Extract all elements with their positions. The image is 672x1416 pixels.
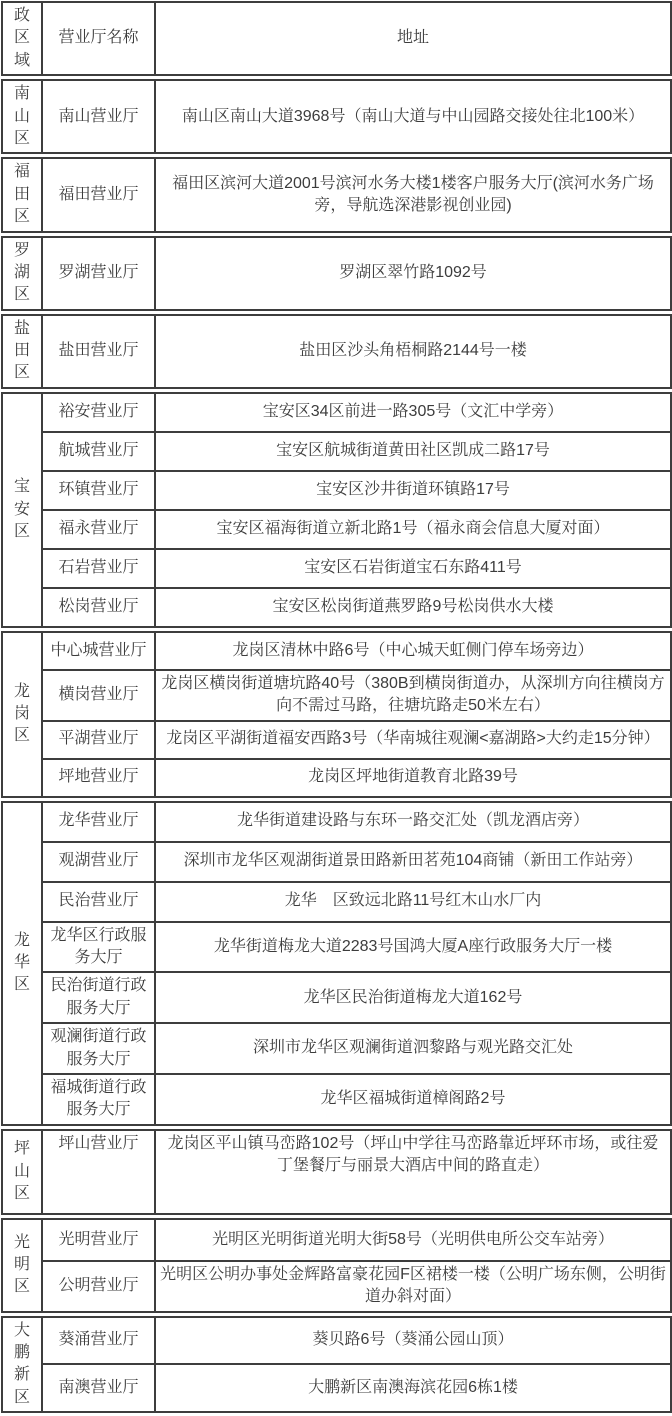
table-row: [2, 237, 671, 310]
hall-name-cell: 福永营业厅: [42, 510, 155, 549]
table-row: [2, 1364, 671, 1412]
district-table: [1, 79, 672, 154]
hall-name-cell: 平湖营业厅: [42, 721, 155, 759]
district-table: [1, 314, 672, 389]
district-cell: 大鹏新区: [2, 1317, 42, 1413]
table-row: [2, 1074, 671, 1125]
district-cell: 宝安区: [2, 393, 42, 627]
hall-name-cell: 石岩营业厅: [42, 549, 155, 588]
address-cell: 宝安区航城街道黄田社区凯成二路17号: [155, 432, 671, 471]
table-row: [2, 80, 671, 153]
district-cell: 盐田区: [2, 315, 42, 388]
hall-name-cell: 龙华区行政服务大厅: [42, 922, 155, 973]
table-row: [2, 510, 671, 549]
table-row: [2, 588, 671, 627]
address-cell: 南山区南山大道3968号（南山大道与中山园路交接处往北100米）: [155, 80, 671, 153]
hall-name-cell: 松岗营业厅: [42, 588, 155, 627]
district-cell: 龙华区: [2, 802, 42, 1125]
district-table: [1, 1129, 672, 1215]
table-row: [2, 759, 671, 797]
address-cell: 宝安区沙井街道环镇路17号: [155, 471, 671, 510]
hall-name-cell: 坪地营业厅: [42, 759, 155, 797]
table-row: [2, 471, 671, 510]
hall-name-cell: 观湖营业厅: [42, 842, 155, 882]
district-table: [1, 157, 672, 232]
district-table: [1, 392, 672, 628]
table-row: [2, 393, 671, 432]
table-row: [2, 632, 671, 670]
hall-name-cell: 航城营业厅: [42, 432, 155, 471]
address-cell: 龙华街道建设路与东环一路交汇处（凯龙酒店旁）: [155, 802, 671, 842]
table-row: [2, 549, 671, 588]
district-cell: 坪山区: [2, 1130, 42, 1214]
table-row: [2, 670, 671, 721]
hall-name-cell: 横岗营业厅: [42, 670, 155, 721]
table-row: [2, 432, 671, 471]
table-row: [2, 1317, 671, 1365]
table-row: [2, 158, 671, 231]
district-table: [1, 236, 672, 311]
hall-name-cell: 观澜街道行政服务大厅: [42, 1023, 155, 1074]
hall-name-cell: 公明营业厅: [42, 1261, 155, 1312]
address-cell: 深圳市龙华区观澜街道泗黎路与观光路交汇处: [155, 1023, 671, 1074]
address-cell: 宝安区福海街道立新北路1号（福永商会信息大厦对面）: [155, 510, 671, 549]
address-cell: 盐田区沙头角梧桐路2144号一楼: [155, 315, 671, 388]
address-cell: 龙华区福城街道樟阁路2号: [155, 1074, 671, 1125]
address-cell: 龙岗区横岗街道塘坑路40号（380B到横岗街道办，从深圳方向往横岗方向不需过马路，往塘坑路走50米左右）: [155, 670, 671, 721]
table-row: [2, 922, 671, 973]
header-row: [2, 2, 671, 75]
hall-name-cell: 环镇营业厅: [42, 471, 155, 510]
address-cell: 宝安区34区前进一路305号（文汇中学旁）: [155, 393, 671, 432]
address-cell: 龙岗区平湖街道福安西路3号（华南城往观澜<嘉湖路>大约走15分钟）: [155, 721, 671, 759]
hall-name-cell: 福城街道行政服务大厅: [42, 1074, 155, 1125]
table-row: [2, 315, 671, 388]
hall-name-cell: 坪山营业厅: [42, 1130, 155, 1214]
address-cell: 葵贝路6号（葵涌公园山顶）: [155, 1317, 671, 1365]
table-row: [2, 882, 671, 922]
district-table: [1, 1316, 672, 1414]
address-cell: 罗湖区翠竹路1092号: [155, 237, 671, 310]
table-row: [2, 802, 671, 842]
address-cell: 龙岗区平山镇马峦路102号（坪山中学往马峦路靠近坪环市场，或往爱丁堡餐厅与丽景大酒店中间的路直走）: [155, 1130, 671, 1214]
hall-name-cell: 南山营业厅: [42, 80, 155, 153]
address-cell: 光明区公明办事处金辉路富豪花园F区裙楼一楼（公明广场东侧，公明街道办斜对面）: [155, 1261, 671, 1312]
district-cell: 龙岗区: [2, 632, 42, 797]
header-address: 地址: [155, 2, 671, 75]
address-cell: 福田区滨河大道2001号滨河水务大楼1楼客户服务大厅(滨河水务广场旁，导航选深港影视创业园): [155, 158, 671, 231]
district-table: [1, 801, 672, 1126]
address-cell: 宝安区石岩街道宝石东路411号: [155, 549, 671, 588]
hall-name-cell: 盐田营业厅: [42, 315, 155, 388]
table-row: [2, 842, 671, 882]
address-cell: 龙岗区坪地街道教育北路39号: [155, 759, 671, 797]
table-row: [2, 1130, 671, 1214]
hall-name-cell: 裕安营业厅: [42, 393, 155, 432]
district-cell: 福田区: [2, 158, 42, 231]
table-row: [2, 1261, 671, 1312]
hall-name-cell: 民治营业厅: [42, 882, 155, 922]
address-cell: 龙华 区致远北路11号红木山水厂内: [155, 882, 671, 922]
address-cell: 龙岗区清林中路6号（中心城天虹侧门停车场旁边）: [155, 632, 671, 670]
address-cell: 大鹏新区南澳海滨花园6栋1楼: [155, 1364, 671, 1412]
district-cell: 南山区: [2, 80, 42, 153]
address-cell: 龙华区民治街道梅龙大道162号: [155, 972, 671, 1023]
address-cell: 光明区光明街道光明大街58号（光明供电所公交车站旁）: [155, 1219, 671, 1261]
address-cell: 宝安区松岗街道燕罗路9号松岗供水大楼: [155, 588, 671, 627]
hall-name-cell: 光明营业厅: [42, 1219, 155, 1261]
hall-name-cell: 中心城营业厅: [42, 632, 155, 670]
address-cell: 龙华街道梅龙大道2283号国鸿大厦A座行政服务大厅一楼: [155, 922, 671, 973]
table-row: [2, 1023, 671, 1074]
hall-name-cell: 龙华营业厅: [42, 802, 155, 842]
hall-name-cell: 福田营业厅: [42, 158, 155, 231]
district-cell: 光明区: [2, 1219, 42, 1312]
district-groups: [1, 79, 671, 1413]
hall-name-cell: 罗湖营业厅: [42, 237, 155, 310]
hall-name-cell: 民治街道行政服务大厅: [42, 972, 155, 1023]
district-cell: 罗湖区: [2, 237, 42, 310]
table-row: [2, 721, 671, 759]
hall-name-cell: 葵涌营业厅: [42, 1317, 155, 1365]
district-table: [1, 1218, 672, 1313]
district-table: [1, 631, 672, 798]
header-hall-name: 营业厅名称: [42, 2, 155, 75]
address-cell: 深圳市龙华区观湖街道景田路新田茗苑104商铺（新田工作站旁）: [155, 842, 671, 882]
table-row: [2, 972, 671, 1023]
hall-name-cell: 南澳营业厅: [42, 1364, 155, 1412]
header-district: 政区域: [2, 2, 42, 75]
header-table: [1, 1, 672, 76]
table-row: [2, 1219, 671, 1261]
